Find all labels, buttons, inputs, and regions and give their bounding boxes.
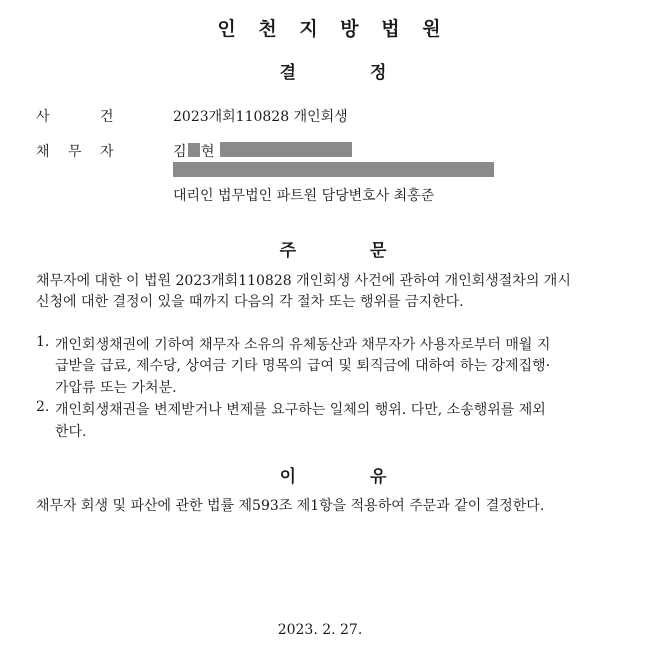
item-2-number: 2. <box>36 399 50 415</box>
item-1-number: 1. <box>36 334 50 350</box>
item-1-line-1: 개인회생채권에 기하여 채무자 소유의 유체동산과 채무자가 사용자로부터 매월 지 <box>55 337 551 353</box>
reason-text: 채무자 회생 및 파산에 관한 법률 제593조 제1항을 적용하여 주문과 같이 결정한다. <box>36 498 545 514</box>
agent-line: 대리인 법무법인 파트원 담당변호사 최홍준 <box>173 188 435 204</box>
case-label-char-1: 사 <box>36 109 50 125</box>
redacted-name-char <box>188 143 200 157</box>
item-1-line-2: 급받을 급료, 제수당, 상여금 기타 명목의 급여 및 퇴직금에 대하여 하는 강제집행· <box>55 358 551 374</box>
redacted-address <box>173 162 494 177</box>
debtor-label-char-1: 채 <box>36 144 50 160</box>
case-label-char-2: 건 <box>100 109 114 125</box>
debtor-label-char-3: 자 <box>100 144 114 160</box>
order-heading: 주 문 <box>279 241 387 261</box>
document-title: 결 정 <box>279 63 387 83</box>
item-2-line-1: 개인회생채권을 변제받거나 변제를 요구하는 일체의 행위. 다만, 소송행위를 제외 <box>55 402 546 418</box>
item-2-line-2: 한다. <box>55 424 87 440</box>
reason-heading: 이 유 <box>279 467 387 487</box>
order-text-line-2: 신청에 대한 결정이 있을 때까지 다음의 각 절차 또는 행위를 금지한다. <box>36 294 464 310</box>
debtor-name-last: 현 <box>201 144 215 160</box>
court-name: 인 천 지 방 법 원 <box>217 18 449 40</box>
redacted-id-number <box>220 142 352 157</box>
decision-date: 2023. 2. 27. <box>277 622 363 638</box>
debtor-name-first: 김 <box>173 144 187 160</box>
case-number: 2023개회110828 개인회생 <box>173 109 348 125</box>
debtor-label-char-2: 무 <box>68 144 82 160</box>
order-text-line-1: 채무자에 대한 이 법원 2023개회110828 개인회생 사건에 관하여 개인회생절차의 개시 <box>36 273 571 289</box>
item-1-line-3: 가압류 또는 가처분. <box>55 380 177 396</box>
